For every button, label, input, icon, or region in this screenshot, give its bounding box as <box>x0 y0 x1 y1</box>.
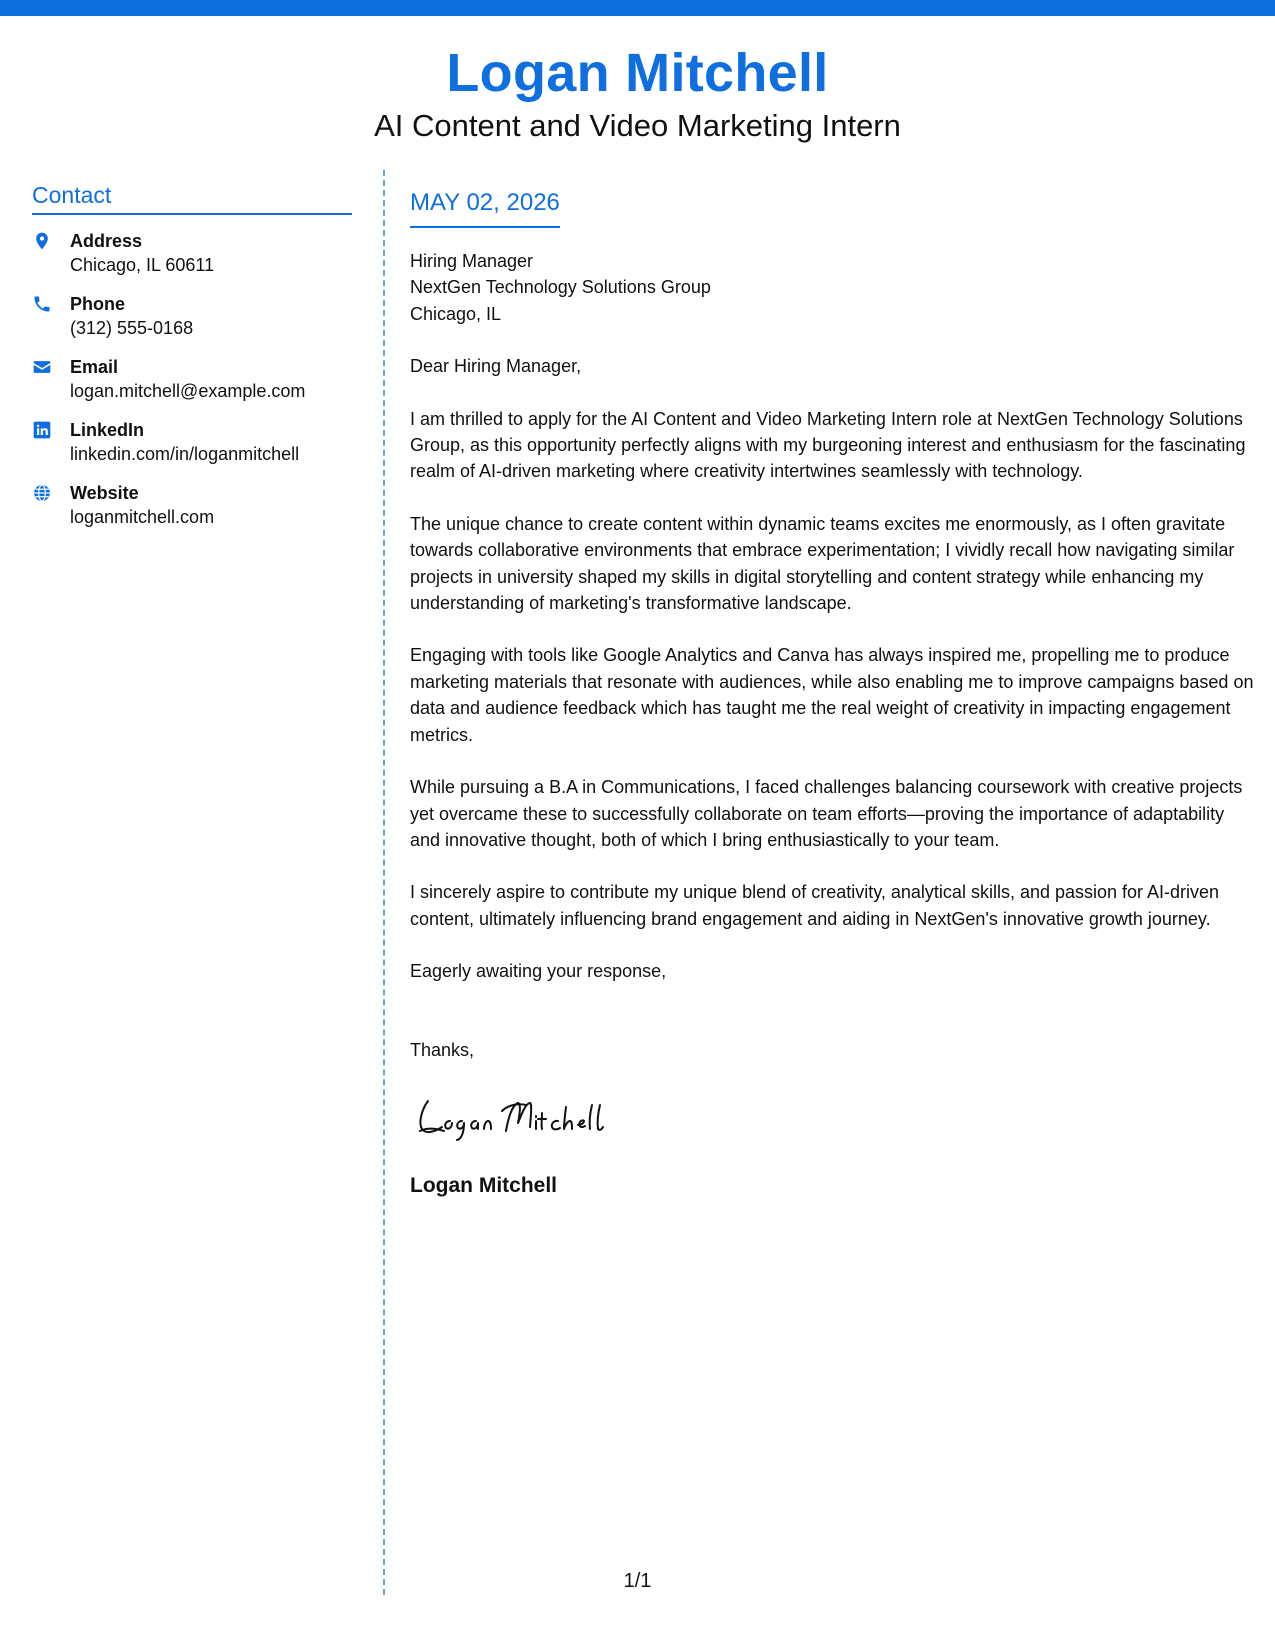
body-paragraph: The unique chance to create content within dynamic teams excites me enormously, as I often gravitate towards collaborative environments that embrace experimentation; I vividly recall how navigating similar projects in university shaped my skills in digital storytelling and content strategy while enhancing my understanding of marketing's transformative landscape. <box>410 513 1235 614</box>
salutation: Dear Hiring Manager, <box>410 356 582 377</box>
contact-website <box>32 481 352 530</box>
address-value: Chicago, IL 60611 <box>70 255 215 275</box>
website-label: Website <box>70 483 139 503</box>
email-value[interactable]: logan.mitchell@example.com <box>70 381 306 401</box>
letter-date: MAY 02, 2026 <box>410 186 560 228</box>
contact-sidebar <box>32 182 352 530</box>
job-title: AI Content and Video Marketing Intern <box>374 108 901 143</box>
closing: Thanks, <box>410 1039 475 1060</box>
applicant-name: Logan Mitchell <box>446 43 829 103</box>
body-paragraph: While pursuing a B.A in Communications, I faced challenges balancing coursework with creative projects yet overcame these to successfully collaborate on team efforts—proving the importance of adaptability and innovative thought, both of which I bring enthusiastically to your team. <box>410 777 1243 850</box>
body-paragraph: I am thrilled to apply for the AI Content and Video Marketing Intern role at NextGen Technology Solutions Group, as this opportunity perfectly aligns with my burgeoning interest and enthusiasm for the fascinating realm of AI-driven marketing where creativity intertwines seamlessly with technology. <box>410 408 1246 482</box>
contact-linkedin <box>32 418 352 467</box>
sign-off-line: Eagerly awaiting your response, <box>410 961 667 982</box>
recipient-title: Hiring Manager <box>410 251 534 271</box>
phone-icon <box>32 292 70 341</box>
recipient-block <box>410 248 1255 327</box>
envelope-icon <box>32 355 70 404</box>
phone-value: (312) 555-0168 <box>70 318 194 338</box>
email-label: Email <box>70 357 119 377</box>
letter-header <box>0 40 1275 146</box>
map-pin-icon <box>32 229 70 278</box>
page-number: 1/1 <box>623 1570 652 1592</box>
phone-label: Phone <box>70 294 126 314</box>
letter-body <box>410 186 1255 1199</box>
address-label: Address <box>70 231 143 251</box>
body-paragraph: I sincerely aspire to contribute my unique blend of creativity, analytical skills, and passion for AI-driven content, ultimately influencing brand engagement and aiding in NextGen's innovative growth journey. <box>410 882 1220 929</box>
contact-email <box>32 355 352 404</box>
linkedin-value[interactable]: linkedin.com/in/loganmitchell <box>70 444 300 464</box>
linkedin-icon <box>32 418 70 467</box>
contact-heading: Contact <box>32 182 352 215</box>
signer-name: Logan Mitchell <box>410 1173 557 1197</box>
contact-address <box>32 229 352 278</box>
top-accent-bar <box>0 0 1275 16</box>
globe-icon <box>32 481 70 530</box>
column-divider <box>383 170 385 1595</box>
body-paragraph: Engaging with tools like Google Analytics and Canva has always inspired me, propelling me to produce marketing materials that resonate with audiences, while also enabling me to improve campaigns based on data and audience feedback which has taught me the real weight of creativity in impacting engagement metrics. <box>410 645 1254 745</box>
recipient-location: Chicago, IL <box>410 303 502 324</box>
website-value[interactable]: loganmitchell.com <box>70 507 215 527</box>
recipient-company: NextGen Technology Solutions Group <box>410 277 711 298</box>
handwritten-signature <box>410 1087 650 1147</box>
linkedin-label: LinkedIn <box>70 420 145 440</box>
contact-phone <box>32 292 352 341</box>
